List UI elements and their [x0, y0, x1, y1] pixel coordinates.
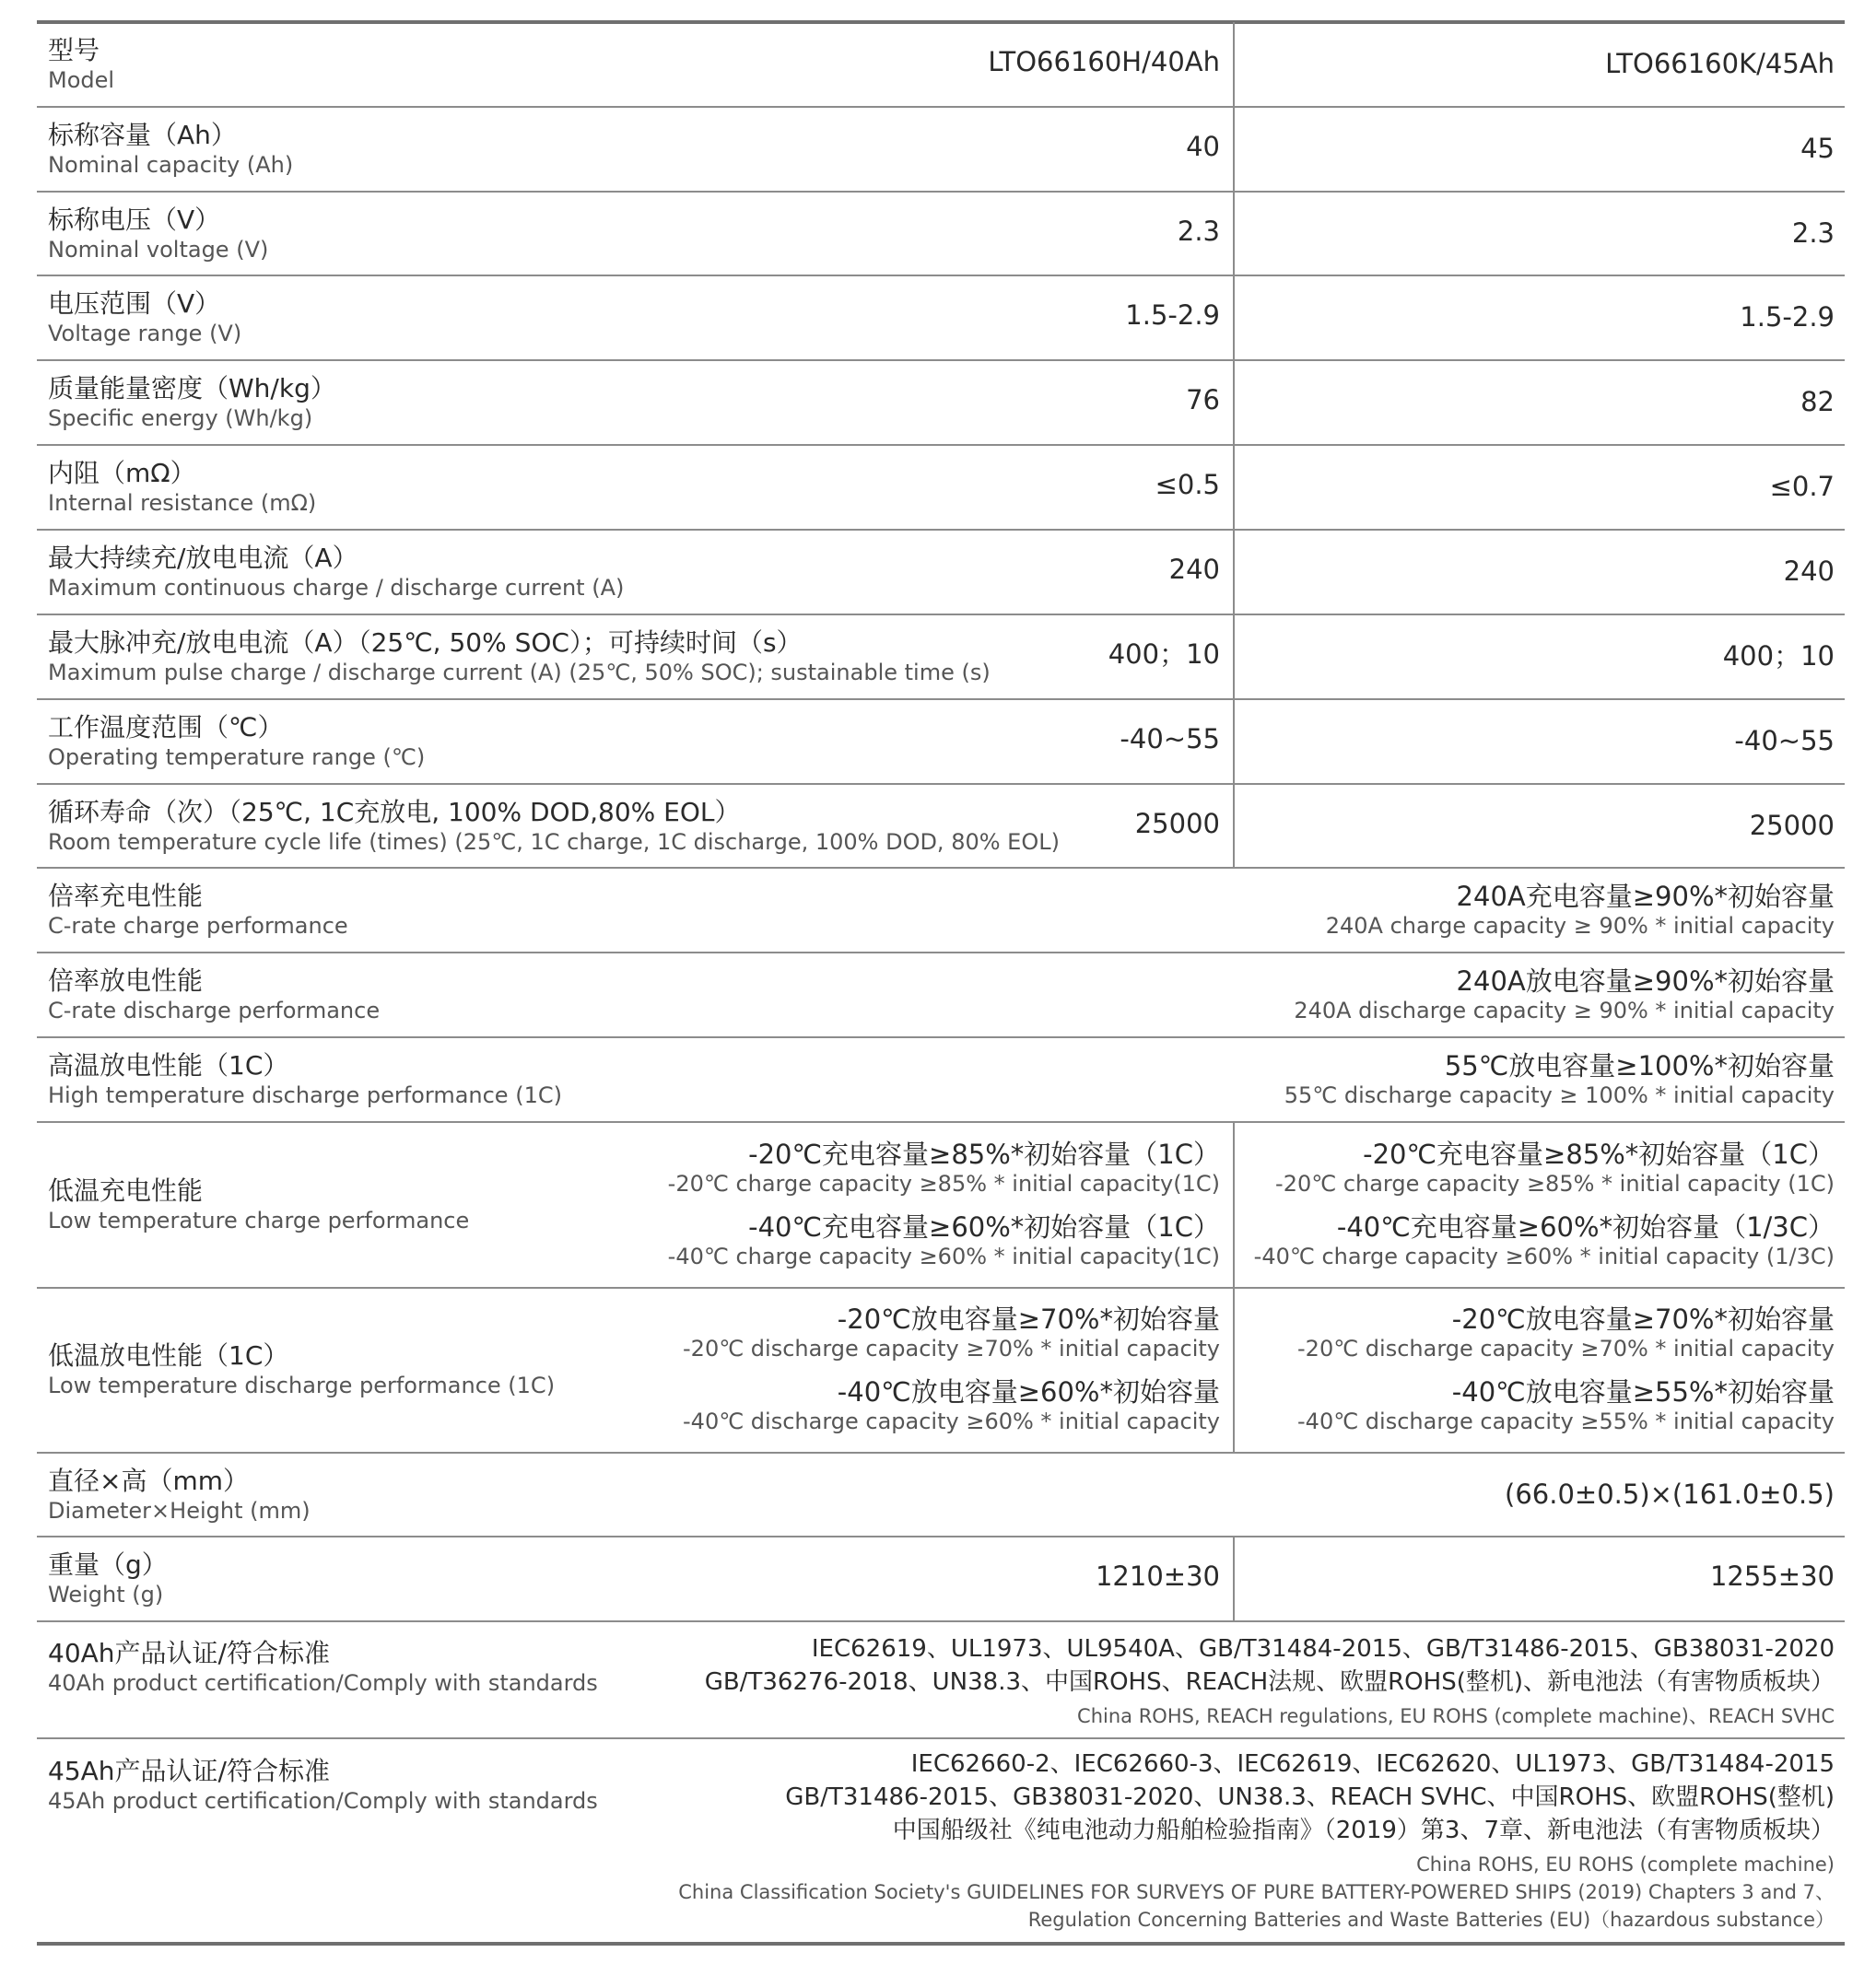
value-a: 1.5-2.9 [1125, 299, 1220, 331]
row-divider [37, 1452, 1845, 1454]
label-zh: 最大脉冲充/放电电流（A）（25℃, 50% SOC）；可持续时间（s） [48, 627, 803, 658]
value-en: -40℃ discharge capacity ≥60% * initial capacity [683, 1409, 1220, 1434]
value-b: 25000 [1749, 810, 1835, 841]
value-b: 240 [1783, 555, 1835, 587]
merged-value [1294, 965, 1835, 1025]
value-en: 240A discharge capacity ≥ 90% * initial capacity [1294, 998, 1835, 1023]
row-divider [37, 614, 1845, 615]
label-en: Nominal voltage (V) [48, 237, 269, 263]
cert-line: China ROHS, REACH regulations, EU ROHS (complete machine)、REACH SVHC [1077, 1705, 1835, 1727]
value-b: 400；10 [1722, 640, 1835, 672]
label-en: Specific energy (Wh/kg) [48, 405, 313, 431]
value-en: -20℃ charge capacity ≥85% * initial capacity(1C) [667, 1171, 1220, 1197]
value-en: 55℃ discharge capacity ≥ 100% * initial capacity [1284, 1082, 1835, 1108]
value-en: -40℃ charge capacity ≥60% * initial capacity(1C) [667, 1244, 1220, 1269]
cert-40-value [705, 1632, 1835, 1730]
label-en: Room temperature cycle life (times) (25℃, 1C charge, 1C discharge, 100% DOD, 80% EOL) [48, 829, 1060, 855]
low-temp-charge-b [1254, 1139, 1835, 1271]
value-b: 2.3 [1791, 217, 1835, 249]
table-bottom-rule [37, 1942, 1845, 1946]
table-top-rule [37, 20, 1845, 24]
value-a: -40~55 [1120, 723, 1220, 754]
value-en: -40℃ charge capacity ≥60% * initial capacity (1/3C) [1253, 1244, 1835, 1269]
cert-line: Regulation Concerning Batteries and Waste Batteries (EU)（hazardous substance） [1027, 1909, 1835, 1931]
value-zh: 240A充电容量≥90%*初始容量 [1456, 881, 1835, 912]
label-en: Nominal capacity (Ah) [48, 152, 294, 178]
label-zh: 重量（g） [48, 1549, 168, 1580]
row-divider [37, 1121, 1845, 1123]
label-en: High temperature discharge performance (1C) [48, 1082, 562, 1108]
value-b: ≤0.7 [1769, 471, 1835, 502]
value-zh: -20℃充电容量≥85%*初始容量（1C） [1363, 1139, 1835, 1170]
merged-value [1326, 881, 1835, 941]
spec-label [48, 1466, 311, 1526]
low-temp-discharge-a [683, 1303, 1220, 1436]
label-zh: 标称电压（V） [48, 205, 221, 235]
value-b: -40~55 [1734, 725, 1835, 756]
value-a: 400；10 [1108, 638, 1220, 670]
label-en: Maximum continuous charge / discharge current (A) [48, 575, 625, 601]
label-en: Maximum pulse charge / discharge current (A) (25℃, 50% SOC); sustainable time (s) [48, 660, 991, 685]
spec-label [48, 965, 380, 1025]
row-divider [37, 783, 1845, 785]
label-zh: 倍率充电性能 [48, 881, 204, 911]
label-en: Weight (g) [48, 1582, 164, 1607]
row-divider [37, 1287, 1845, 1289]
merged-value [1284, 1050, 1835, 1110]
low-temp-charge-a [668, 1139, 1220, 1271]
spec-label [48, 881, 348, 941]
spec-label [48, 458, 316, 518]
row-divider [37, 1737, 1845, 1739]
label-zh: 电压范围（V） [48, 288, 221, 319]
label-en: C-rate discharge performance [48, 998, 381, 1023]
cert-45-value [678, 1748, 1835, 1934]
model-b-header: LTO66160K/45Ah [1605, 48, 1835, 79]
label-zh: 内阻（mΩ） [48, 458, 196, 488]
row-divider [37, 529, 1845, 531]
column-divider [1233, 1122, 1235, 1453]
value-zh: 240A放电容量≥90%*初始容量 [1456, 965, 1835, 997]
label-zh: 标称容量（Ah） [48, 120, 237, 150]
label-zh: 直径×高（mm） [48, 1466, 250, 1496]
value-a: ≤0.5 [1155, 469, 1220, 500]
spec-label [48, 712, 425, 772]
spec-label [48, 627, 991, 687]
value-a: 1210±30 [1095, 1561, 1220, 1592]
spec-label [48, 120, 293, 180]
cert-line: China Classification Society's GUIDELINES FOR SURVEYS OF PURE BATTERY-POWERED SHIPS (2019) Chapters 3 and 7、 [678, 1881, 1835, 1903]
label-en: Model [48, 67, 115, 93]
label-en: Operating temperature range (℃) [48, 744, 426, 770]
label-en: C-rate charge performance [48, 913, 348, 939]
value-a: 76 [1186, 384, 1220, 415]
value-en: -40℃ discharge capacity ≥55% * initial capacity [1297, 1409, 1835, 1434]
value-zh: -20℃放电容量≥70%*初始容量 [837, 1303, 1220, 1335]
value-zh: 55℃放电容量≥100%*初始容量 [1444, 1050, 1835, 1081]
row-divider [37, 359, 1845, 361]
spec-label [48, 1050, 562, 1110]
row-divider [37, 698, 1845, 700]
cert-line: IEC62660-2、IEC62660-3、IEC62619、IEC62620、UL1973、GB/T31484-2015 [910, 1750, 1835, 1778]
dimension-value: (66.0±0.5)×(161.0±0.5) [1505, 1479, 1835, 1510]
value-en: -20℃ discharge capacity ≥70% * initial capacity [1297, 1336, 1835, 1362]
value-zh: -20℃放电容量≥70%*初始容量 [1451, 1303, 1835, 1335]
label-zh: 低温充电性能 [48, 1175, 204, 1206]
value-zh: -40℃充电容量≥60%*初始容量（1/3C） [1336, 1211, 1835, 1243]
value-b: 82 [1800, 386, 1835, 417]
label-en: Low temperature discharge performance (1C) [48, 1373, 556, 1398]
value-b: 1.5-2.9 [1740, 301, 1835, 333]
label-en: Low temperature charge performance [48, 1208, 470, 1233]
row-divider [37, 275, 1845, 276]
label-en: 45Ah product certification/Comply with standards [48, 1788, 598, 1814]
cert-line: 中国船级社《纯电池动力船舶检验指南》（2019）第3、7章、新电池法（有害物质板块） [892, 1817, 1835, 1844]
value-b: 1255±30 [1709, 1561, 1835, 1592]
spec-label [48, 1756, 598, 1816]
model-a-header: LTO66160H/40Ah [988, 46, 1220, 77]
model-header-label [48, 35, 114, 95]
value-b: 45 [1800, 133, 1835, 164]
label-en: Diameter×Height (mm) [48, 1498, 311, 1524]
label-en: Internal resistance (mΩ) [48, 490, 317, 516]
label-zh: 45Ah产品认证/符合标准 [48, 1756, 330, 1786]
label-en: 40Ah product certification/Comply with standards [48, 1670, 598, 1696]
spec-label [48, 205, 268, 264]
value-en: 240A charge capacity ≥ 90% * initial capacity [1325, 913, 1835, 939]
column-divider [1233, 1537, 1235, 1621]
value-a: 240 [1168, 554, 1220, 585]
value-a: 25000 [1134, 808, 1220, 839]
row-divider [37, 106, 1845, 108]
cert-line: GB/T31486-2015、GB38031-2020、UN38.3、REACH SVHC、中国ROHS、欧盟ROHS(整机) [785, 1783, 1835, 1811]
row-divider [37, 867, 1845, 869]
value-zh: -40℃充电容量≥60%*初始容量（1C） [748, 1211, 1220, 1243]
value-en: -20℃ discharge capacity ≥70% * initial capacity [683, 1336, 1220, 1362]
value-zh: -40℃放电容量≥60%*初始容量 [837, 1376, 1220, 1408]
spec-label [48, 797, 1060, 857]
spec-label [48, 1638, 598, 1698]
cert-line: GB/T36276-2018、UN38.3、中国ROHS、REACH法规、欧盟ROHS(整机)、新电池法（有害物质板块） [704, 1668, 1835, 1696]
row-divider [37, 444, 1845, 446]
low-temp-discharge-b [1297, 1303, 1835, 1436]
label-zh: 低温放电性能（1C） [48, 1340, 289, 1371]
value-a: 2.3 [1177, 216, 1220, 247]
cert-line: IEC62619、UL1973、UL9540A、GB/T31484-2015、GB/T31486-2015、GB38031-2020 [811, 1635, 1835, 1663]
label-zh: 倍率放电性能 [48, 965, 204, 996]
label-zh: 高温放电性能（1C） [48, 1050, 289, 1081]
label-en: Voltage range (V) [48, 321, 242, 346]
value-en: -20℃ charge capacity ≥85% * initial capacity (1C) [1275, 1171, 1835, 1197]
spec-label [48, 1340, 555, 1400]
row-divider [37, 191, 1845, 193]
label-zh: 40Ah产品认证/符合标准 [48, 1638, 330, 1668]
row-divider [37, 1536, 1845, 1537]
spec-label [48, 288, 241, 348]
label-zh: 质量能量密度（Wh/kg） [48, 373, 336, 403]
label-zh: 循环寿命（次）（25℃, 1C充放电, 100% DOD,80% EOL） [48, 797, 741, 827]
spec-label [48, 1549, 168, 1609]
row-divider [37, 952, 1845, 953]
spec-label [48, 373, 336, 433]
spec-label [48, 1175, 469, 1235]
cert-line: China ROHS, EU ROHS (complete machine) [1416, 1853, 1835, 1876]
row-divider [37, 1036, 1845, 1038]
label-zh: 最大持续充/放电电流（A） [48, 543, 358, 573]
column-divider [1233, 22, 1235, 868]
label-zh: 工作温度范围（℃） [48, 712, 284, 742]
spec-label [48, 543, 624, 602]
value-zh: -40℃放电容量≥55%*初始容量 [1451, 1376, 1835, 1408]
value-zh: -20℃充电容量≥85%*初始容量（1C） [748, 1139, 1220, 1170]
row-divider [37, 1620, 1845, 1622]
value-a: 40 [1186, 131, 1220, 162]
label-zh: 型号 [48, 35, 100, 65]
